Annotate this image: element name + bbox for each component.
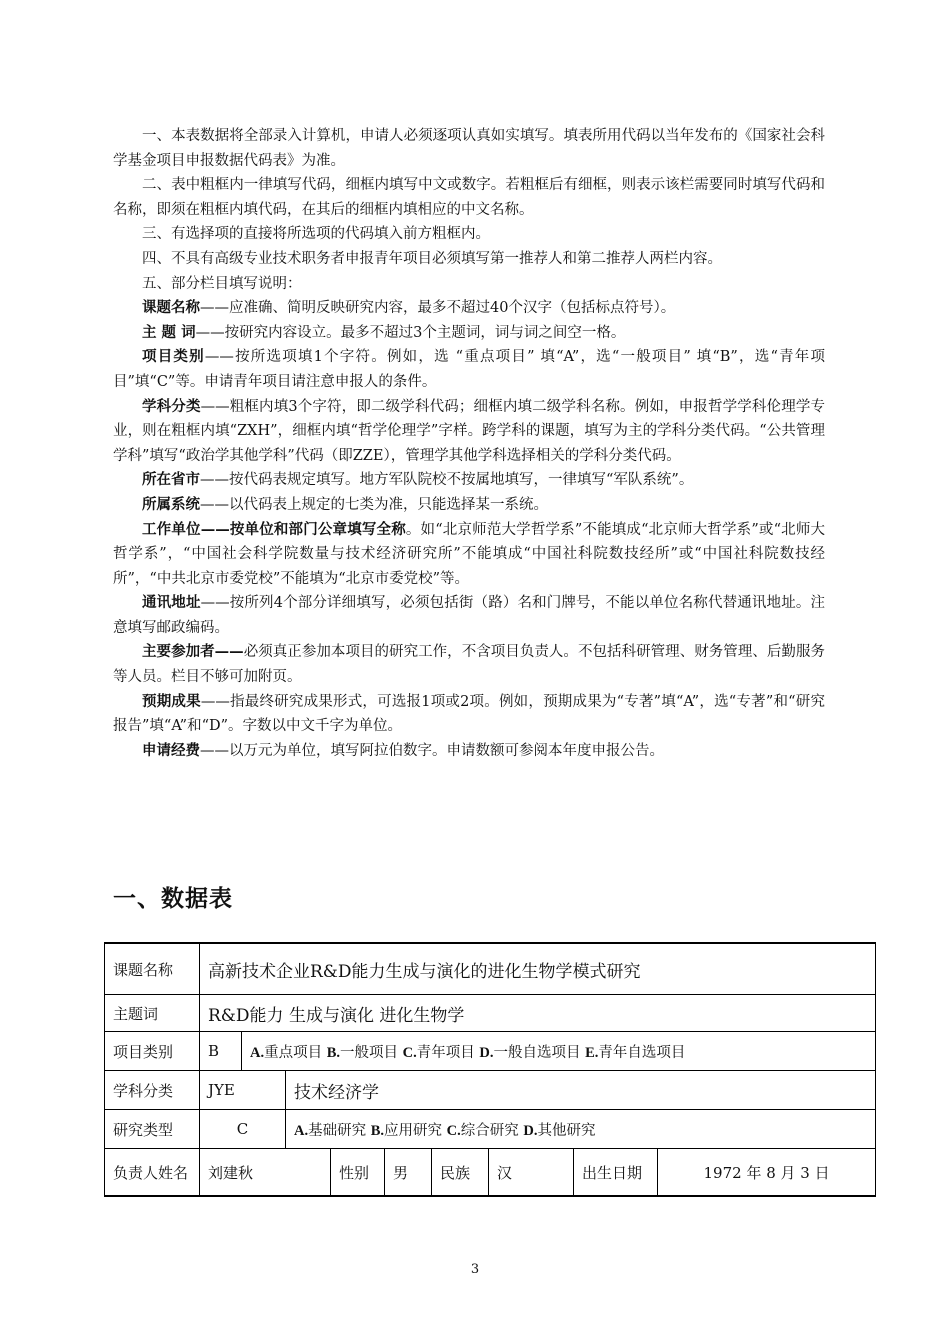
row-keywords [105, 995, 876, 1032]
field-note-workplace: 工作单位——按单位和部门公章填写全称。如“北京师范大学哲学系”不能填成“北京师大哲学系”或“北师大哲学系”，“中国社会科学院数量与技术经济研究所”不能填成“中国社科院数技经所”或“中国社科院数技经所”，“中共北京市委党校”不能填为“北京市委党校”等。 [113, 520, 826, 587]
field-note-discipline: 学科分类——粗框内填3个字符，即二级学科代码；细框内填二级学科名称。例如，申报哲学学科伦理学专业，则在粗框内填“ZXH”，细框内填“哲学伦理学”字样。跨学科的课题，填写为主的学科分类代码。“公共管理学科”填写“政治学其他学科”代码（即ZZE），管理学其他学科选择相关的学科分类代码。 [113, 397, 825, 464]
research-type-code[interactable]: C [200, 1110, 286, 1149]
instruction-4: 四、不具有高级专业技术职务者申报青年项目必须填写第一推荐人和第二推荐人两栏内容。 [142, 250, 722, 267]
keywords-label: 主题词 [105, 995, 200, 1032]
ethnicity-label: 民族 [432, 1149, 489, 1197]
instruction-2: 二、表中粗框内一律填写代码，细框内填写中文或数字。若粗框后有细框，则表示该栏需要同时填写代码和名称，即须在粗框内填代码，在其后的细框内填相应的中文名称。 [113, 177, 825, 218]
field-note-title: 课题名称——应准确、简明反映研究内容，最多不超过40个汉字（包括标点符号）。 [142, 299, 676, 317]
row-research-type [105, 1110, 876, 1149]
category-label: 项目类别 [105, 1032, 200, 1071]
field-note-funding: 申请经费——以万元为单位，填写阿拉伯数字。申请数额可参阅本年度申报公告。 [142, 741, 664, 759]
instruction-5: 五、部分栏目填写说明： [142, 275, 302, 292]
data-table [104, 942, 876, 1197]
gender-value[interactable]: 男 [385, 1149, 432, 1197]
row-category [105, 1032, 876, 1071]
field-note-system: 所属系统——以代码表上规定的七类为准，只能选择某一系统。 [142, 495, 548, 513]
instructions [113, 124, 825, 763]
title-label: 课题名称 [105, 943, 200, 995]
keywords-value[interactable]: R&D能力 生成与演化 进化生物学 [200, 995, 876, 1032]
birth-label: 出生日期 [574, 1149, 658, 1197]
instruction-3: 三、有选择项的直接将所选项的代码填入前方粗框内。 [142, 226, 490, 243]
field-note-address: 通讯地址——按所列4个部分详细填写，必须包括街（路）名和门牌号，不能以单位名称代替通讯地址。注意填写邮政编码。 [113, 594, 825, 636]
research-type-label: 研究类型 [105, 1110, 200, 1149]
section-title: 一、数据表 [113, 886, 233, 912]
instruction-1: 一、本表数据将全部录入计算机，申请人必须逐项认真如实填写。填表所用代码以当年发布的《国家社会科学基金项目申报数据代码表》为准。 [113, 128, 825, 169]
row-leader [105, 1149, 876, 1197]
field-note-category: 项目类别——按所选项填1个字符。例如，选 “重点项目” 填“A”，选“一般项目” 填“B”，选“青年项目”填“C”等。申请青年项目请注意申报人的条件。 [113, 348, 825, 390]
field-note-participants: 主要参加者——必须真正参加本项目的研究工作，不含项目负责人。不包括科研管理、财务管理、后勤服务等人员。栏目不够可加附页。 [113, 643, 826, 686]
research-type-options: A.基础研究 B.应用研究 C.综合研究 D.其他研究 [286, 1110, 876, 1149]
leader-name[interactable]: 刘建秋 [200, 1149, 331, 1197]
field-note-keywords: 主 题 词——按研究内容设立。最多不超过3个主题词，词与词之间空一格。 [142, 323, 626, 341]
title-value[interactable]: 高新技术企业R&D能力生成与演化的进化生物学模式研究 [200, 943, 876, 995]
leader-label: 负责人姓名 [105, 1149, 200, 1197]
page-number: 3 [470, 1262, 480, 1277]
category-options: A.重点项目 B.一般项目 C.青年项目 D.一般自选项目 E.青年自选项目 [242, 1032, 876, 1071]
discipline-code[interactable]: JYE [200, 1071, 286, 1110]
category-code[interactable]: B [200, 1032, 242, 1071]
discipline-label: 学科分类 [105, 1071, 200, 1110]
birth-date[interactable]: 1972 年 8 月 3 日 [658, 1149, 876, 1197]
ethnicity-value[interactable]: 汉 [489, 1149, 574, 1197]
field-note-results: 预期成果——指最终研究成果形式，可选报1项或2项。例如，预期成果为“专著”填“A”，选“专著”和“研究报告”填“A”和“D”。字数以中文千字为单位。 [113, 692, 825, 735]
row-title [105, 943, 876, 995]
field-note-province: 所在省市——按代码表规定填写。地方军队院校不按属地填写，一律填写“军队系统”。 [142, 471, 694, 489]
row-discipline [105, 1071, 876, 1110]
discipline-name[interactable]: 技术经济学 [286, 1071, 876, 1110]
gender-label: 性别 [331, 1149, 385, 1197]
